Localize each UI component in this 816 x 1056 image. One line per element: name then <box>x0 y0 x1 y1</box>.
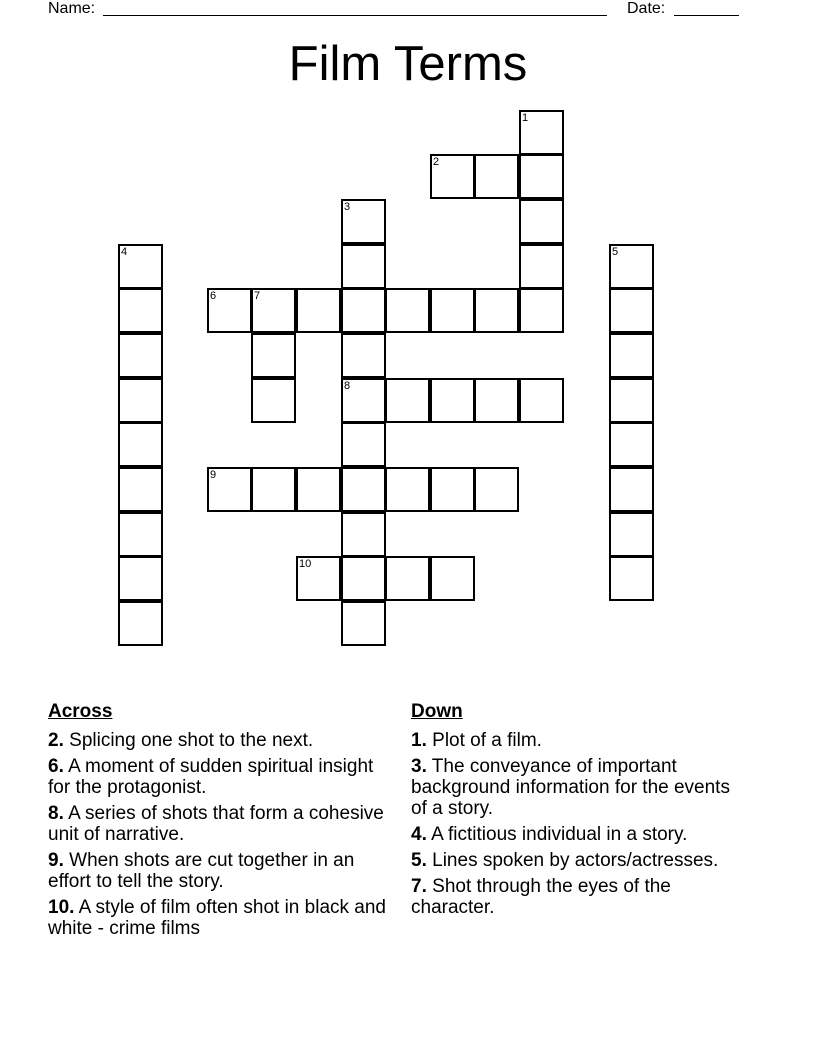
crossword-cell[interactable] <box>118 244 163 289</box>
date-label: Date: <box>627 0 666 17</box>
crossword-cell[interactable] <box>341 556 386 601</box>
crossword-cell[interactable] <box>430 288 475 333</box>
clue-item <box>411 876 751 918</box>
clue-item <box>48 850 388 892</box>
crossword-cell[interactable] <box>385 288 430 333</box>
crossword-cell[interactable] <box>385 378 430 423</box>
crossword-cell[interactable] <box>207 467 252 512</box>
clue-item <box>48 803 388 845</box>
clue-number: 10 <box>299 558 312 570</box>
crossword-cell[interactable] <box>519 378 564 423</box>
clue-text: The conveyance of important background information for the events of a story. <box>411 756 730 819</box>
crossword-cell[interactable] <box>430 556 475 601</box>
clue-number: 7 <box>254 290 261 302</box>
crossword-cell[interactable] <box>430 467 475 512</box>
crossword-cell[interactable] <box>609 288 654 333</box>
clue-num: 4. <box>411 824 427 845</box>
crossword-cell[interactable] <box>118 422 163 467</box>
crossword-cell[interactable] <box>609 422 654 467</box>
crossword-cell[interactable] <box>609 556 654 601</box>
clue-num: 6. <box>48 756 64 777</box>
crossword-cell[interactable] <box>519 110 564 155</box>
name-label: Name: <box>48 0 96 17</box>
clue-num: 2. <box>48 730 64 751</box>
clue-number: 9 <box>210 469 217 481</box>
crossword-cell[interactable] <box>609 244 654 289</box>
clue-item <box>48 756 388 798</box>
crossword-cell[interactable] <box>519 288 564 333</box>
clue-text: A fictitious individual in a story. <box>431 824 688 845</box>
clue-num: 5. <box>411 850 427 871</box>
crossword-cell[interactable] <box>296 556 341 601</box>
clue-num: 9. <box>48 850 64 871</box>
clue-item <box>411 824 751 845</box>
clue-item <box>48 897 388 939</box>
clue-item <box>411 756 751 819</box>
clue-text: A style of film often shot in black and white - crime films <box>48 897 386 939</box>
crossword-cell[interactable] <box>251 288 296 333</box>
crossword-cell[interactable] <box>118 512 163 557</box>
crossword-cell[interactable] <box>341 244 386 289</box>
crossword-cell[interactable] <box>341 467 386 512</box>
across-clues <box>48 700 388 944</box>
crossword-cell[interactable] <box>118 333 163 378</box>
page-title: Film Terms <box>288 37 528 91</box>
clue-number: 4 <box>121 246 128 258</box>
crossword-cell[interactable] <box>118 467 163 512</box>
crossword-cell[interactable] <box>118 601 163 646</box>
clue-number: 1 <box>522 112 529 124</box>
clue-item <box>411 730 751 751</box>
crossword-cell[interactable] <box>251 467 296 512</box>
down-clues <box>411 700 751 923</box>
crossword-cell[interactable] <box>609 333 654 378</box>
clue-number: 2 <box>433 156 440 168</box>
crossword-cell[interactable] <box>341 333 386 378</box>
crossword-cell[interactable] <box>519 244 564 289</box>
clue-text: A moment of sudden spiritual insight for the protagonist. <box>48 756 374 798</box>
crossword-cell[interactable] <box>474 378 519 423</box>
clue-num: 8. <box>48 803 64 824</box>
clue-num: 1. <box>411 730 427 751</box>
crossword-cell[interactable] <box>296 467 341 512</box>
crossword-cell[interactable] <box>609 378 654 423</box>
down-heading: Down <box>411 701 463 722</box>
crossword-cell[interactable] <box>474 467 519 512</box>
crossword-cell[interactable] <box>251 378 296 423</box>
crossword-cell[interactable] <box>385 467 430 512</box>
crossword-cell[interactable] <box>118 378 163 423</box>
clue-number: 3 <box>344 201 351 213</box>
clue-text: Splicing one shot to the next. <box>69 730 314 751</box>
crossword-cell[interactable] <box>519 154 564 199</box>
crossword-cell[interactable] <box>251 333 296 378</box>
crossword-cell[interactable] <box>609 512 654 557</box>
clue-text: Shot through the eyes of the character. <box>411 876 671 918</box>
clue-num: 7. <box>411 876 427 897</box>
clue-text: When shots are cut together in an effort to tell the story. <box>48 850 355 892</box>
clue-num: 10. <box>48 897 75 918</box>
crossword-cell[interactable] <box>118 288 163 333</box>
across-heading: Across <box>48 701 113 722</box>
crossword-cell[interactable] <box>341 512 386 557</box>
clue-text: A series of shots that form a cohesive unit of narrative. <box>48 803 384 845</box>
crossword-cell[interactable] <box>430 154 475 199</box>
crossword-cell[interactable] <box>341 601 386 646</box>
crossword-cell[interactable] <box>474 154 519 199</box>
clue-item <box>411 850 751 871</box>
crossword-cell[interactable] <box>296 288 341 333</box>
crossword-cell[interactable] <box>207 288 252 333</box>
crossword-cell[interactable] <box>341 199 386 244</box>
crossword-cell[interactable] <box>118 556 163 601</box>
crossword-cell[interactable] <box>609 467 654 512</box>
clue-number: 5 <box>612 246 619 258</box>
crossword-cell[interactable] <box>519 199 564 244</box>
clue-number: 6 <box>210 290 217 302</box>
clue-num: 3. <box>411 756 427 777</box>
crossword-cell[interactable] <box>430 378 475 423</box>
clue-text: Plot of a film. <box>432 730 542 751</box>
crossword-cell[interactable] <box>341 288 386 333</box>
crossword-cell[interactable] <box>341 378 386 423</box>
clue-number: 8 <box>344 380 351 392</box>
crossword-cell[interactable] <box>385 556 430 601</box>
clue-item <box>48 730 388 751</box>
crossword-cell[interactable] <box>474 288 519 333</box>
crossword-cell[interactable] <box>341 422 386 467</box>
clue-text: Lines spoken by actors/actresses. <box>432 850 719 871</box>
